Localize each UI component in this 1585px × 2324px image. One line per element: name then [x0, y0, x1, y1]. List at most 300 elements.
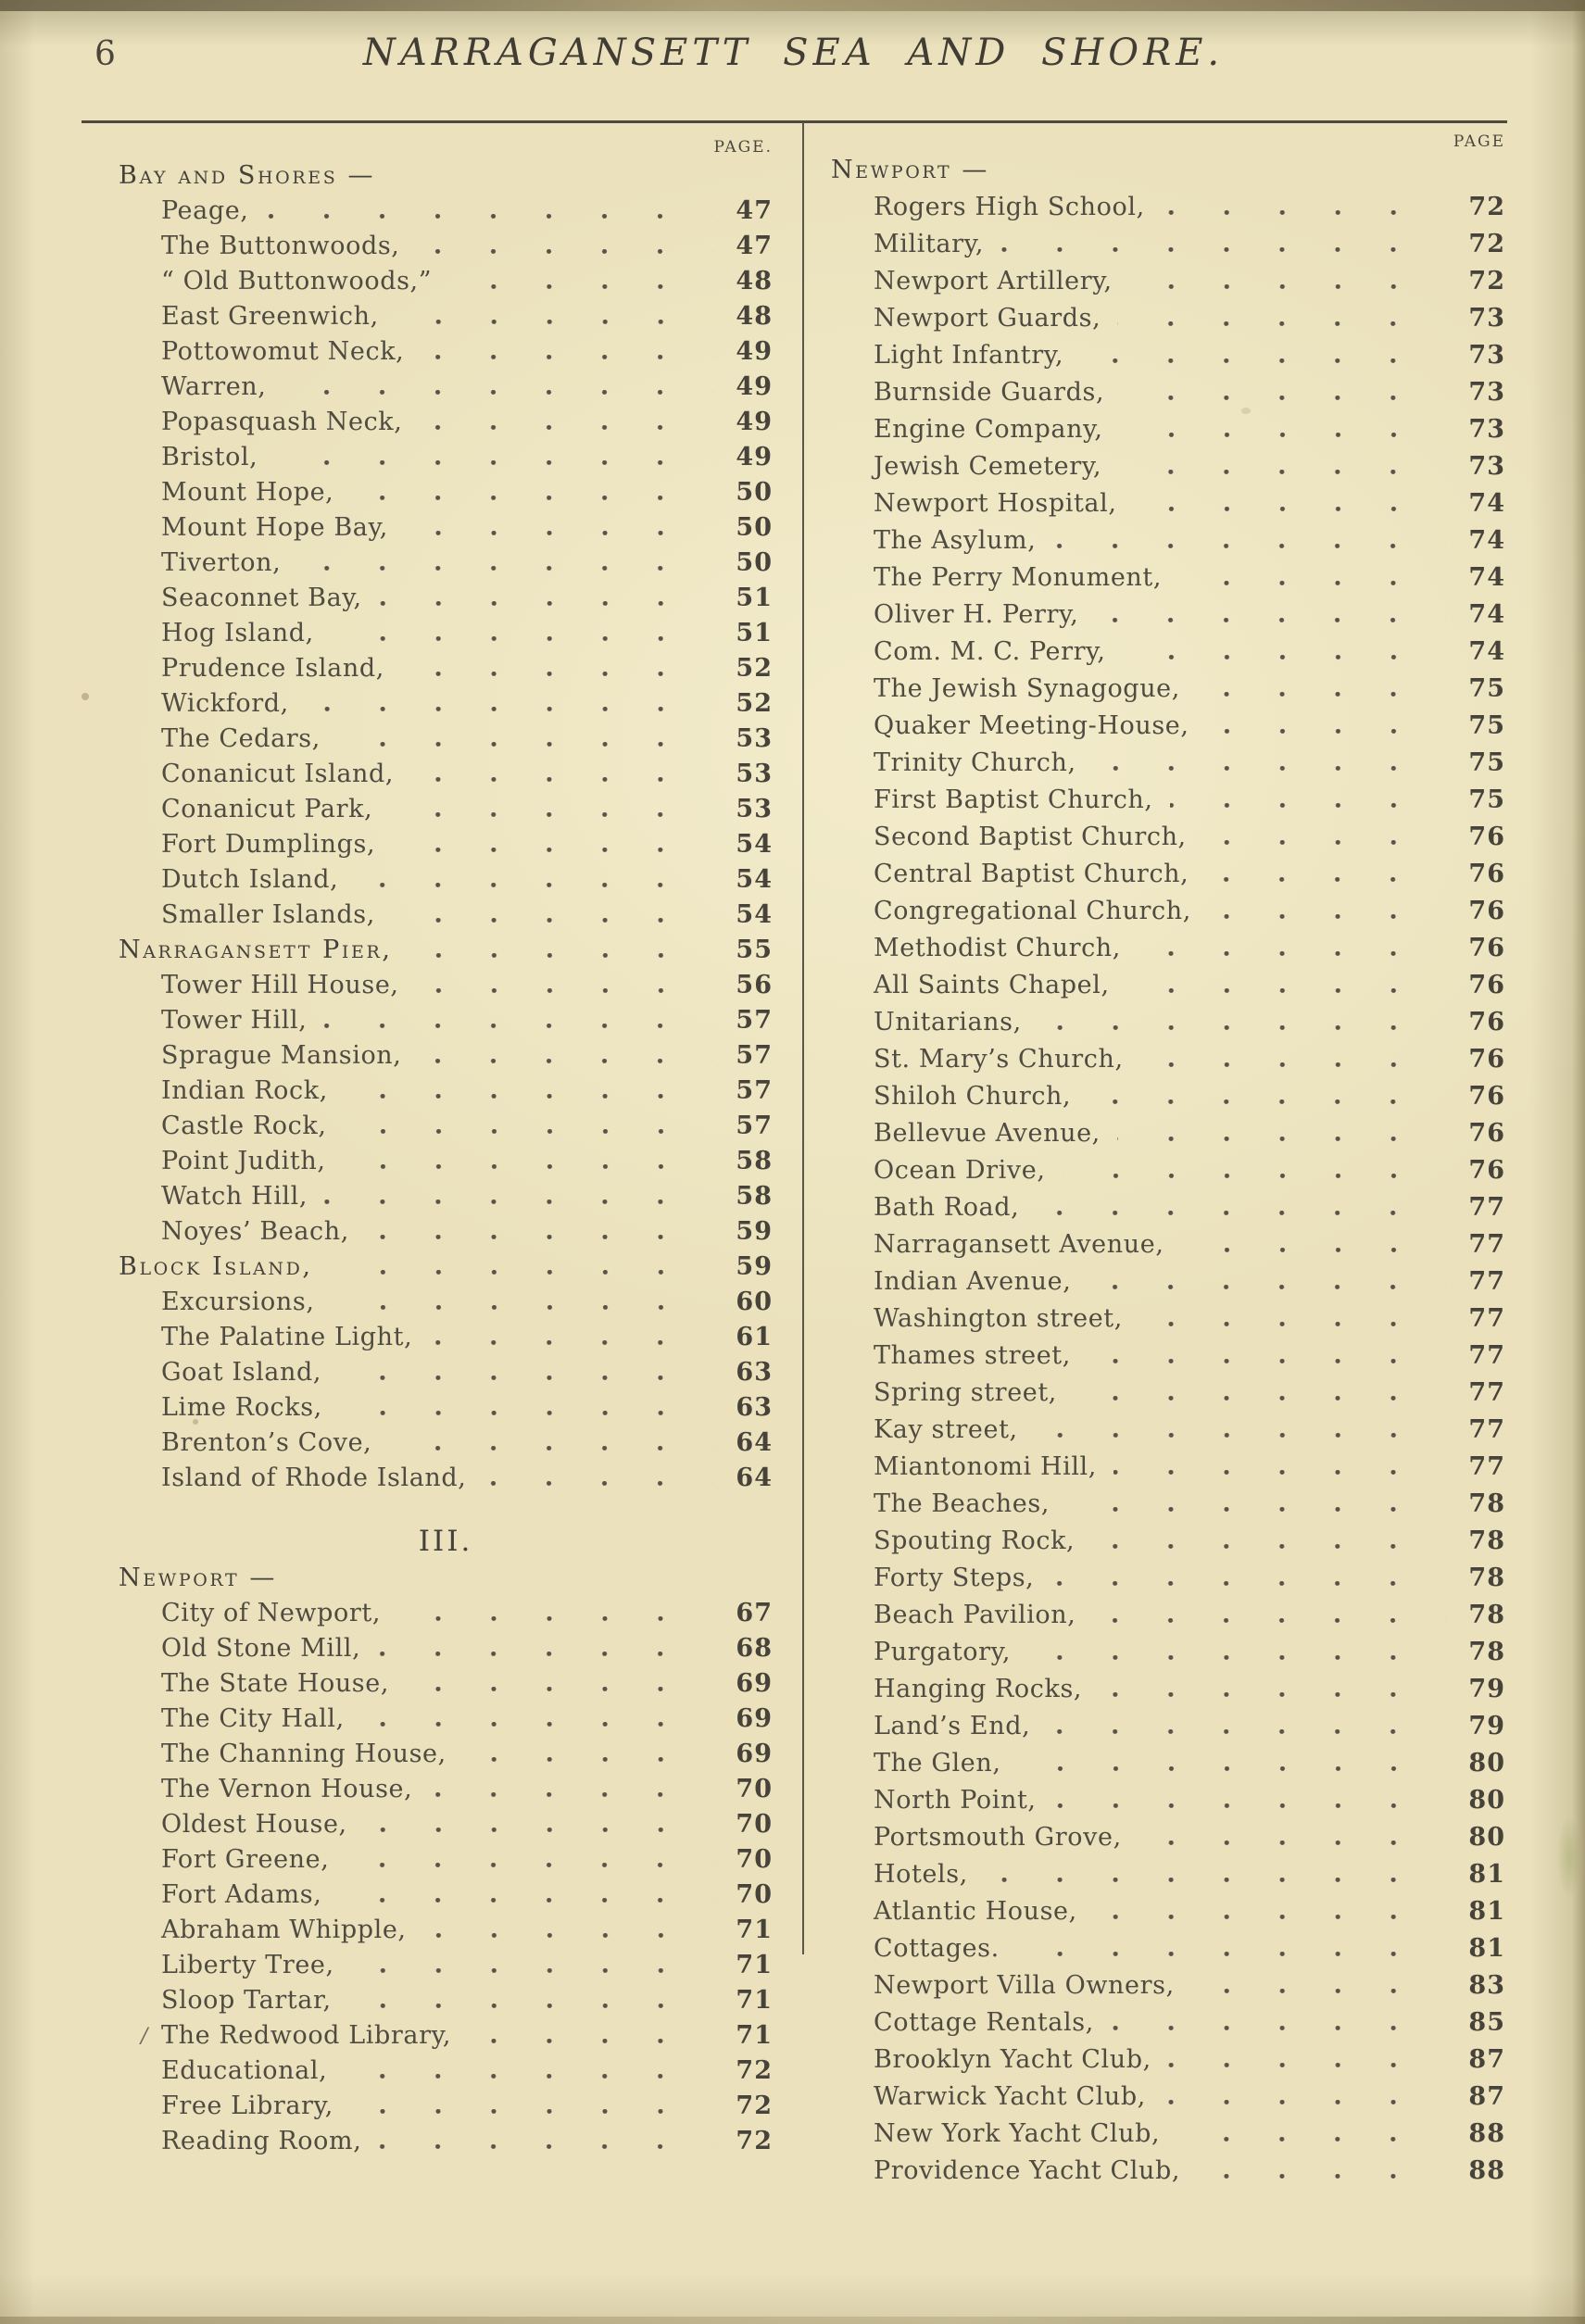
entry-label: Spring street, [874, 1378, 1057, 1407]
leader-dots [405, 531, 713, 535]
leader-dots [392, 918, 713, 923]
entry-label: Trinity Church, [874, 748, 1076, 777]
leader-dots [423, 1933, 713, 1938]
entry-label: Congregational Church, [874, 897, 1191, 925]
toc-entry [831, 860, 1505, 897]
toc-entry [119, 1428, 773, 1463]
leader-dots [416, 249, 713, 254]
entry-page-number: 69 [736, 1740, 773, 1768]
toc-entry [119, 1112, 773, 1147]
toc-entry [119, 513, 773, 548]
entry-page-number: 76 [1468, 934, 1505, 962]
toc-entry [831, 267, 1505, 304]
entry-page-number: 51 [736, 619, 773, 647]
entry-label: Peage, [161, 196, 249, 225]
leader-dots [985, 1878, 1446, 1882]
entry-label: Free Library, [161, 2092, 333, 2120]
leader-dots [1134, 507, 1446, 511]
toc-entry [119, 689, 773, 724]
entry-page-number: 77 [1468, 1378, 1505, 1407]
entry-label: Rogers High School, [874, 193, 1145, 221]
entry-page-number: 85 [1468, 2008, 1505, 2037]
leader-dots [1038, 1025, 1446, 1030]
entry-label: North Point, [874, 1786, 1037, 1815]
leader-dots [1074, 1396, 1446, 1401]
entry-label: The Jewish Synagogue, [874, 674, 1180, 703]
leader-dots [1120, 433, 1446, 437]
entry-label: Second Baptist Church, [874, 823, 1187, 851]
toc-entry [119, 795, 773, 830]
entry-label: Castle Rock, [161, 1112, 327, 1140]
toc-entry [119, 1951, 773, 1986]
toc-entry [119, 1740, 773, 1775]
leader-dots [338, 1376, 713, 1380]
leader-dots [330, 1270, 713, 1275]
toc-entry [831, 1415, 1505, 1452]
toc-entry [119, 408, 773, 443]
leader-dots [389, 812, 713, 817]
leader-dots [274, 460, 713, 465]
entry-page-number: 78 [1468, 1564, 1505, 1592]
leader-dots [339, 1411, 713, 1415]
entry-label: Block Island, [119, 1252, 313, 1281]
leader-dots [416, 988, 713, 993]
leader-dots [1080, 358, 1446, 363]
entry-label: Spouting Rock, [874, 1526, 1076, 1555]
entry-page-number: 81 [1468, 1934, 1505, 1963]
leader-dots [1063, 1174, 1446, 1178]
toc-entry [119, 443, 773, 478]
entry-label: Tower Hill House, [161, 971, 399, 999]
entry-page-number: 78 [1468, 1526, 1505, 1555]
toc-entry [831, 1860, 1505, 1897]
entry-page-number: 87 [1468, 2045, 1505, 2074]
entry-page-number: 57 [736, 1006, 773, 1035]
entry-label: Purgatory, [874, 1638, 1012, 1666]
toc-entry [831, 1564, 1505, 1601]
entry-page-number: 56 [736, 971, 773, 999]
toc-section-heading [831, 156, 1505, 193]
entry-label: Mount Hope, [161, 478, 334, 507]
entry-page-number: 77 [1468, 1267, 1505, 1296]
toc-entry [831, 1452, 1505, 1489]
leader-dots [421, 355, 713, 359]
entry-label: Pottowomut Neck, [161, 337, 405, 366]
toc-left-column [119, 135, 773, 2162]
leader-dots [306, 707, 713, 711]
toc-entry [831, 304, 1505, 341]
toc-entry [831, 1897, 1505, 1934]
entry-label: The Vernon House, [161, 1775, 413, 1803]
entry-page-number: 77 [1468, 1415, 1505, 1444]
toc-entry [119, 1076, 773, 1112]
entry-page-number: 55 [736, 936, 773, 964]
entry-label: Hog Island, [161, 619, 314, 647]
leader-dots [1111, 2026, 1446, 2030]
leader-dots [361, 1722, 713, 1727]
entry-label: The Glen, [874, 1749, 1001, 1778]
entry-page-number: 59 [736, 1217, 773, 1246]
entry-label: Methodist Church, [874, 934, 1121, 962]
toc-entry [119, 971, 773, 1006]
entry-label: Fort Dumplings, [161, 830, 376, 859]
leader-dots [297, 566, 713, 571]
toc-entry [831, 526, 1505, 563]
entry-label: Newport Villa Owners, [874, 1971, 1175, 2000]
entry-page-number: 78 [1468, 1489, 1505, 1518]
leader-dots [344, 1129, 713, 1134]
entry-page-number: 49 [736, 372, 773, 401]
entry-page-number: 54 [736, 900, 773, 929]
leader-dots [1163, 2100, 1446, 2104]
entry-label: Kay street, [874, 1415, 1018, 1444]
toc-entry [119, 724, 773, 760]
entry-page-number: 69 [736, 1669, 773, 1698]
entry-page-number: 76 [1468, 1156, 1505, 1185]
entry-page-number: 70 [736, 1775, 773, 1803]
entry-label: Lime Rocks, [161, 1393, 322, 1422]
leader-dots [379, 601, 713, 606]
leader-dots [1053, 1803, 1446, 1808]
leader-dots [1176, 2137, 1446, 2142]
pencil-mark: / [141, 2025, 148, 2048]
leader-dots [324, 1200, 713, 1204]
entry-page-number: 60 [736, 1288, 773, 1316]
entry-label: Fort Greene, [161, 1845, 330, 1874]
toc-entry [831, 971, 1505, 1008]
entry-page-number: 63 [736, 1393, 773, 1422]
leader-dots [1126, 988, 1446, 993]
leader-dots [1036, 1211, 1446, 1215]
toc-entry [831, 637, 1505, 674]
toc-entry [831, 1082, 1505, 1119]
entry-page-number: 64 [736, 1428, 773, 1457]
entry-label: Cottage Rentals, [874, 2008, 1094, 2037]
toc-entry [831, 1230, 1505, 1267]
entry-label: The Beaches, [874, 1489, 1050, 1518]
leader-dots [1091, 1544, 1446, 1549]
entry-page-number: 75 [1468, 711, 1505, 740]
leader-dots [1138, 1840, 1446, 1845]
leader-dots [392, 848, 713, 852]
entry-page-number: 77 [1468, 1341, 1505, 1370]
entry-label: Land’s End, [874, 1712, 1031, 1740]
column-divider [802, 122, 804, 1954]
toc-entry [831, 230, 1505, 267]
leader-dots [1121, 396, 1446, 400]
entry-label: Abraham Whipple, [161, 1916, 407, 1944]
toc-entry [831, 1934, 1505, 1971]
entry-label: The Asylum, [874, 526, 1037, 555]
toc-entry [831, 1638, 1505, 1675]
entry-label: Wickford, [161, 689, 289, 718]
entry-label: Point Judith, [161, 1147, 326, 1175]
entry-label: The City Hall, [161, 1704, 345, 1733]
leader-dots [323, 1024, 713, 1028]
entry-label: Atlantic House, [874, 1897, 1077, 1926]
entry-label: Bellevue Avenue, [874, 1119, 1101, 1148]
toc-right-column [831, 130, 1505, 2193]
toc-entry [119, 2056, 773, 2092]
entry-page-number: 74 [1468, 600, 1505, 629]
leader-dots [1139, 1322, 1446, 1326]
toc-entry [119, 654, 773, 689]
entry-page-number: 87 [1468, 2082, 1505, 2111]
entry-page-number: 49 [736, 443, 773, 471]
entry-page-number: 72 [1468, 267, 1505, 295]
entry-label: Bath Road, [874, 1193, 1020, 1222]
entry-label: Cottages. [874, 1934, 1000, 1963]
toc-section-heading [119, 161, 773, 196]
leader-dots [331, 636, 713, 641]
page-column-label: PAGE. [713, 138, 773, 157]
scan-bottom-edge [0, 2317, 1585, 2324]
entry-page-number: 73 [1468, 452, 1505, 481]
toc-entry [831, 823, 1505, 860]
entry-page-number: 76 [1468, 1082, 1505, 1111]
toc-entry [831, 2082, 1505, 2119]
entry-label: Newport Artillery, [874, 267, 1113, 295]
leader-dots [410, 777, 713, 782]
entry-page-number: 81 [1468, 1860, 1505, 1889]
leader-dots [1113, 1470, 1446, 1475]
entry-page-number: 79 [1468, 1712, 1505, 1740]
toc-entry [831, 1156, 1505, 1193]
toc-entry [831, 600, 1505, 637]
entry-page-number: 47 [736, 232, 773, 260]
entry-label: Oliver H. Perry, [874, 600, 1079, 629]
toc-entry [119, 2021, 773, 2056]
toc-entry [831, 1971, 1505, 2008]
toc-entry [831, 1304, 1505, 1341]
toc-entry [831, 748, 1505, 785]
entry-page-number: 73 [1468, 304, 1505, 333]
toc-section-heading [119, 1564, 773, 1599]
toc-entry [831, 1193, 1505, 1230]
leader-dots [1129, 284, 1446, 289]
toc-entry [831, 1712, 1505, 1749]
leader-dots [1168, 2063, 1446, 2067]
entry-page-number: 53 [736, 760, 773, 788]
entry-page-number: 81 [1468, 1897, 1505, 1926]
entry-label: City of Newport, [161, 1599, 382, 1627]
toc-entry [119, 1634, 773, 1669]
entry-page-number: 73 [1468, 378, 1505, 407]
toc-entry [119, 865, 773, 900]
entry-label: Unitarians, [874, 1008, 1022, 1036]
entry-label: Forty Steps, [874, 1564, 1035, 1592]
leader-dots [396, 320, 713, 324]
entry-label: Excursions, [161, 1288, 315, 1316]
leader-dots [1178, 581, 1446, 585]
toc-entry [831, 785, 1505, 823]
toc-entry [119, 1182, 773, 1217]
page-title: NARRAGANSETT SEA AND SHORE. [362, 31, 1225, 74]
leader-dots [1117, 321, 1446, 326]
scan-right-edge [1572, 0, 1585, 2324]
entry-page-number: 47 [736, 196, 773, 225]
entry-page-number: 75 [1468, 748, 1505, 777]
toc-entry [831, 1119, 1505, 1156]
leader-dots [1016, 1952, 1446, 1956]
entry-page-number: 48 [736, 302, 773, 331]
entry-page-number: 68 [736, 1634, 773, 1663]
entry-label: The Palatine Light, [161, 1323, 413, 1351]
toc-entry [119, 830, 773, 865]
entry-page-number: 74 [1468, 563, 1505, 592]
leader-dots [343, 1164, 713, 1169]
entry-label: Fort Adams, [161, 1880, 322, 1909]
toc-entry [119, 1810, 773, 1845]
entry-label: Thames street, [874, 1341, 1071, 1370]
leader-dots [1205, 877, 1446, 882]
toc-entry [119, 900, 773, 936]
toc-entry [831, 934, 1505, 971]
entry-page-number: 76 [1468, 897, 1505, 925]
leader-dots [448, 284, 713, 289]
leader-dots [364, 1828, 713, 1832]
leader-dots [406, 1687, 713, 1691]
entry-label: Light Infantry, [874, 341, 1064, 370]
entry-page-number: 77 [1468, 1452, 1505, 1481]
entry-page-number: 58 [736, 1147, 773, 1175]
entry-page-number: 61 [736, 1323, 773, 1351]
entry-label: Washington street, [874, 1304, 1123, 1333]
entry-label: Com. M. C. Perry, [874, 637, 1106, 666]
scan-top-edge [0, 0, 1585, 11]
entry-page-number: 54 [736, 830, 773, 859]
toc-entry [119, 1916, 773, 1951]
entry-page-number: 50 [736, 478, 773, 507]
leader-dots [1035, 1433, 1446, 1438]
entry-page-number: 77 [1468, 1304, 1505, 1333]
leader-dots [265, 214, 713, 219]
entry-page-number: 70 [736, 1810, 773, 1839]
entry-page-number: 49 [736, 337, 773, 366]
entry-label: Ocean Drive, [874, 1156, 1046, 1185]
toc-entry [831, 2045, 1505, 2082]
entry-label: Providence Yacht Club, [874, 2156, 1181, 2185]
toc-entry [831, 711, 1505, 748]
leader-dots [1095, 618, 1446, 622]
toc-entry [119, 1599, 773, 1634]
toc-entry [831, 415, 1505, 452]
toc-entry [831, 1489, 1505, 1526]
entry-label: Brooklyn Yacht Club, [874, 2045, 1151, 2074]
entry-label: New York Yacht Club, [874, 2119, 1161, 2148]
leader-dots [348, 2004, 713, 2008]
leader-dots [1118, 470, 1446, 474]
toc-entry [831, 1601, 1505, 1638]
entry-label: Indian Avenue, [874, 1267, 1072, 1296]
entry-label: Prudence Island, [161, 654, 384, 683]
entry-label: Miantonomi Hill, [874, 1452, 1097, 1481]
entry-page-number: 64 [736, 1463, 773, 1492]
toc-entry [831, 1008, 1505, 1045]
entry-label: Mount Hope Bay, [161, 513, 388, 542]
entry-page-number: 67 [736, 1599, 773, 1627]
entry-label: Bay and Shores — [119, 161, 376, 190]
leader-dots [350, 2109, 713, 2114]
leader-dots [388, 1446, 713, 1451]
leader-dots [1117, 1137, 1446, 1141]
leader-dots [1206, 729, 1446, 734]
toc-entry [119, 2127, 773, 2162]
entry-label: Bristol, [161, 443, 258, 471]
entry-page-number: 78 [1468, 1601, 1505, 1629]
entry-label: Newport Guards, [874, 304, 1101, 333]
entry-page-number: 58 [736, 1182, 773, 1211]
entry-label: Conanicut Park, [161, 795, 373, 823]
entry-label: The Channing House, [161, 1740, 447, 1768]
entry-page-number: 53 [736, 724, 773, 753]
header-rule [82, 120, 1507, 123]
leader-dots [429, 1792, 713, 1797]
entry-label: Seaconnet Bay, [161, 584, 362, 612]
leader-dots [419, 425, 713, 430]
leader-dots [401, 672, 713, 676]
entry-label: Liberty Tree, [161, 1951, 334, 1979]
toc-entry [119, 267, 773, 302]
toc-entry [119, 1704, 773, 1740]
toc-entry [831, 193, 1505, 230]
entry-page-number: 76 [1468, 971, 1505, 999]
entry-label: Warren, [161, 372, 267, 401]
entry-label: Newport Hospital, [874, 489, 1117, 518]
toc-entry [119, 760, 773, 795]
leader-dots [346, 1863, 713, 1867]
entry-page-number: 75 [1468, 785, 1505, 814]
entry-page-number: 72 [1468, 230, 1505, 258]
toc-entry [831, 1341, 1505, 1378]
entry-page-number: 49 [736, 408, 773, 436]
entry-page-number: 74 [1468, 526, 1505, 555]
entry-page-number: 52 [736, 689, 773, 718]
toc-entry [119, 619, 773, 654]
entry-page-number: 54 [736, 865, 773, 894]
toc-entry [119, 1323, 773, 1358]
entry-label: “ Old Buttonwoods,” [161, 267, 433, 295]
toc-entry [119, 232, 773, 267]
stain-mark [82, 693, 89, 700]
leader-dots [1099, 1692, 1446, 1697]
leader-dots [1197, 692, 1446, 697]
entry-page-number: 71 [736, 1986, 773, 2015]
toc-entry [119, 1775, 773, 1810]
toc-entry [831, 1378, 1505, 1415]
entry-label: Tiverton, [161, 548, 282, 577]
entry-page-number: 70 [736, 1845, 773, 1874]
entry-label: Portsmouth Grove, [874, 1823, 1122, 1852]
entry-page-number: 88 [1468, 2119, 1505, 2148]
toc-entry [119, 1986, 773, 2021]
entry-page-number: 57 [736, 1041, 773, 1070]
entry-label: The Perry Monument, [874, 563, 1163, 592]
leader-dots [337, 742, 713, 747]
toc-entry [831, 1045, 1505, 1082]
toc-entry [831, 341, 1505, 378]
entry-page-number: 52 [736, 654, 773, 683]
toc-entry [831, 2156, 1505, 2193]
entry-label: Popasquash Neck, [161, 408, 403, 436]
leader-dots [1170, 803, 1446, 808]
entry-label: All Saints Chapel, [874, 971, 1110, 999]
toc-entry [831, 452, 1505, 489]
part-number: III. [418, 1525, 473, 1558]
entry-label: Watch Hill, [161, 1182, 308, 1211]
leader-dots [283, 390, 713, 395]
entry-label: Engine Company, [874, 415, 1103, 444]
